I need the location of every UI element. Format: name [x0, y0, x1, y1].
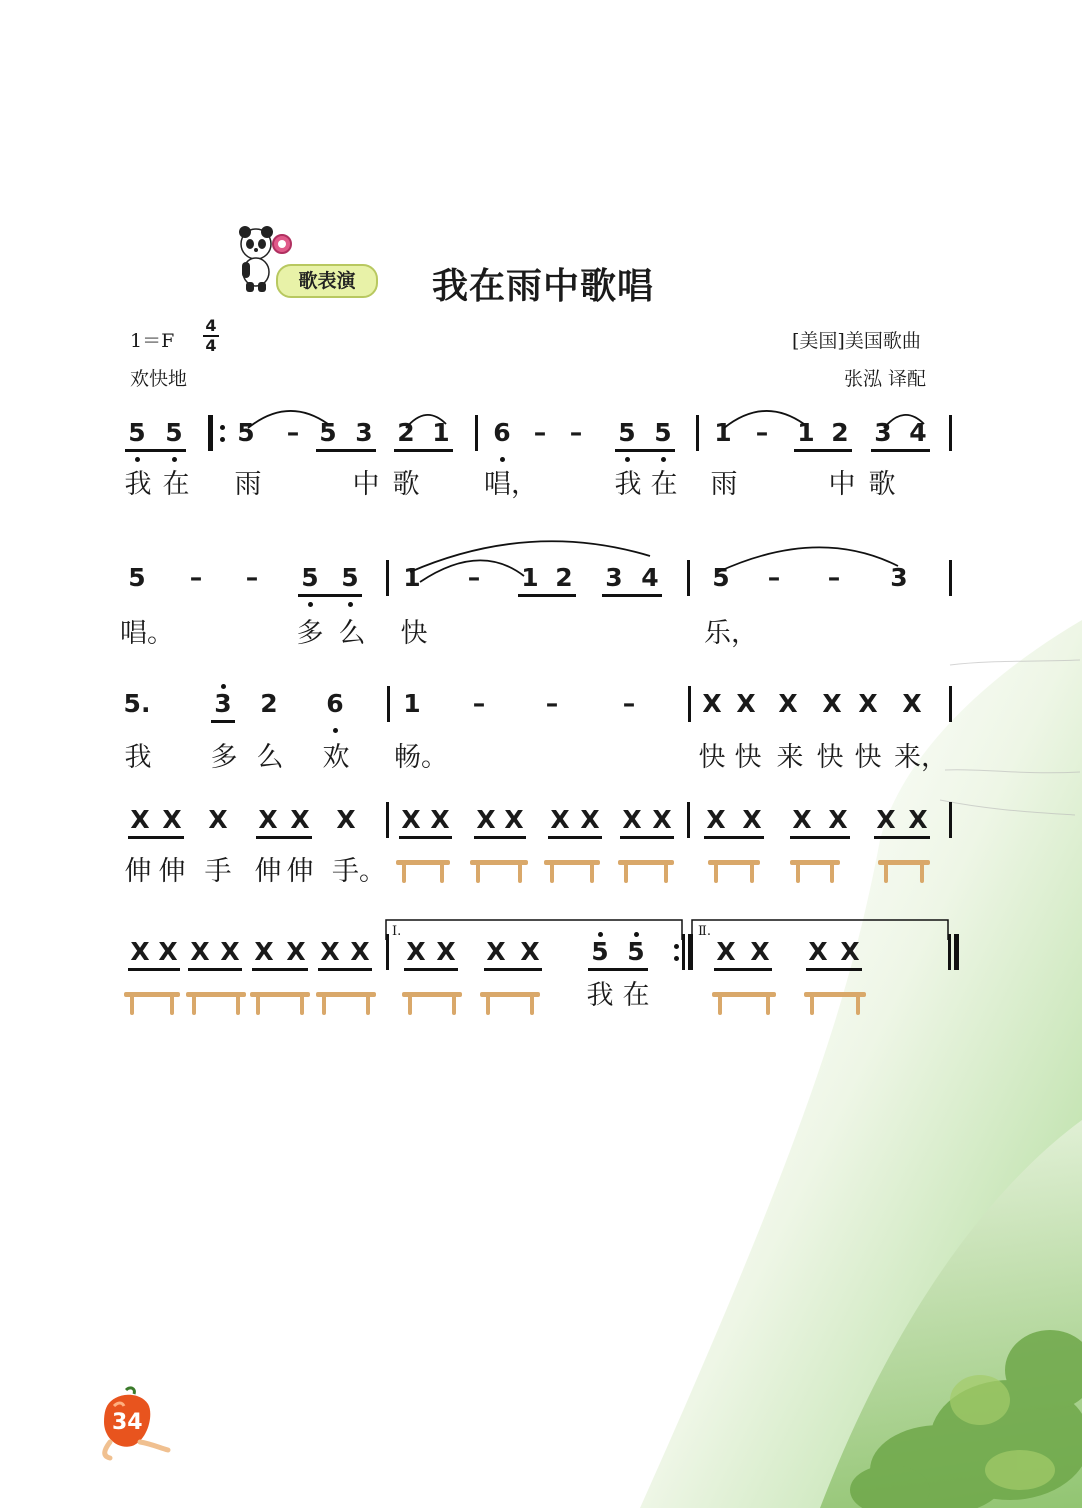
lyric-syllable: 伸	[158, 856, 186, 887]
score-note: –	[189, 563, 203, 592]
score-note: X	[220, 937, 240, 966]
score-note: X	[208, 805, 228, 834]
score-note: X	[258, 805, 278, 834]
score-note: X	[504, 805, 524, 834]
score-note: 2	[555, 563, 573, 592]
tempo-marking: 欢快地	[130, 368, 188, 390]
score-note: 5	[128, 418, 146, 447]
score-note: 5	[627, 937, 645, 966]
score-note: X	[130, 805, 150, 834]
score-note: X	[580, 805, 600, 834]
lyric-syllable: 在	[650, 469, 678, 500]
score-note: X	[792, 805, 812, 834]
score-note: X	[840, 937, 860, 966]
lyric-syllable: 伸	[124, 856, 152, 887]
score-note: 1	[432, 418, 450, 447]
score-note: 2	[397, 418, 415, 447]
lyric-syllable: 雨	[710, 469, 738, 500]
score-note: 4	[909, 418, 927, 447]
score-note: 1	[403, 689, 421, 718]
score-note: –	[767, 563, 781, 592]
score-note: X	[902, 689, 922, 718]
score-note: X	[130, 937, 150, 966]
score-note: 2	[260, 689, 278, 718]
score-note: 6	[493, 418, 511, 447]
score-note: –	[533, 418, 547, 447]
score-note: X	[520, 937, 540, 966]
lyric-syllable: 伸	[254, 856, 282, 887]
score-note: X	[401, 805, 421, 834]
score-note: 1	[797, 418, 815, 447]
score-note: X	[736, 689, 756, 718]
score-note: X	[706, 805, 726, 834]
lyric-syllable: 在	[162, 469, 190, 500]
lyric-syllable: 唱，	[484, 469, 538, 500]
score-note: X	[908, 805, 928, 834]
score-note: X	[162, 805, 182, 834]
score-note: X	[858, 689, 878, 718]
score-note: 3	[214, 689, 232, 718]
score-note: –	[472, 689, 486, 718]
arranger-credit: 张泓 译配	[844, 368, 927, 390]
score-note: 3	[890, 563, 908, 592]
score-note: 5	[319, 418, 337, 447]
score-note: 5	[654, 418, 672, 447]
score-note: 5.	[123, 689, 151, 718]
score-note: X	[828, 805, 848, 834]
score-note: X	[622, 805, 642, 834]
score-note: X	[652, 805, 672, 834]
score-note: X	[702, 689, 722, 718]
lyric-syllable: 么	[338, 618, 366, 649]
score-note: 5	[301, 563, 319, 592]
score-note: 5	[591, 937, 609, 966]
section-badge: 歌表演	[276, 264, 378, 298]
composer-credit: [美国]美国歌曲	[792, 330, 921, 352]
score-note: X	[350, 937, 370, 966]
lyric-syllable: 我	[614, 469, 642, 500]
score-note: X	[406, 937, 426, 966]
lyric-syllable: 么	[256, 742, 284, 773]
score-note: 3	[355, 418, 373, 447]
score-note: 5	[128, 563, 146, 592]
score-note: –	[245, 563, 259, 592]
score-note: 6	[326, 689, 344, 718]
score-note: X	[550, 805, 570, 834]
lyric-syllable: 歌	[868, 469, 896, 500]
score-note: X	[476, 805, 496, 834]
score-note: X	[778, 689, 798, 718]
score-note: –	[827, 563, 841, 592]
lyric-syllable: 中	[828, 469, 856, 500]
score-note: X	[716, 937, 736, 966]
score-note: X	[290, 805, 310, 834]
score-note: 1	[403, 563, 421, 592]
score-note: X	[436, 937, 456, 966]
score-note: X	[742, 805, 762, 834]
score-note: –	[286, 418, 300, 447]
lyric-syllable: 来，	[894, 742, 948, 773]
lyric-syllable: 在	[622, 980, 650, 1011]
score-note: X	[320, 937, 340, 966]
lyric-syllable: 快	[816, 742, 844, 773]
lyric-syllable: 手	[204, 856, 232, 887]
score-note: –	[569, 418, 583, 447]
lyric-syllable: 快	[400, 618, 428, 649]
score-note: 4	[641, 563, 659, 592]
score-note: X	[254, 937, 274, 966]
score-note: X	[808, 937, 828, 966]
score-note: X	[822, 689, 842, 718]
lyric-syllable: 快	[854, 742, 882, 773]
score-note: –	[755, 418, 769, 447]
score-note: 3	[605, 563, 623, 592]
lyric-syllable: 多	[210, 742, 238, 773]
song-title: 我在雨中歌唱	[432, 266, 655, 307]
lyric-syllable: 我	[586, 980, 614, 1011]
lyric-syllable: 快	[734, 742, 762, 773]
lyric-syllable: 雨	[234, 469, 262, 500]
score-note: 5	[712, 563, 730, 592]
volta-1-label: Ⅰ.	[392, 924, 402, 939]
score-note: 5	[165, 418, 183, 447]
lyric-syllable: 多	[296, 618, 324, 649]
time-signature-top: 4	[205, 316, 217, 335]
score-note: X	[486, 937, 506, 966]
lyric-syllable: 伸	[286, 856, 314, 887]
score-note: 1	[714, 418, 732, 447]
lyric-syllable: 我	[124, 742, 152, 773]
score-note: X	[750, 937, 770, 966]
lyric-syllable: 欢	[322, 742, 350, 773]
page-number: 34	[112, 1410, 143, 1435]
lyric-syllable: 歌	[392, 469, 420, 500]
score-note: X	[190, 937, 210, 966]
score-note: –	[545, 689, 559, 718]
time-signature-bottom: 4	[205, 336, 217, 355]
score-note: X	[336, 805, 356, 834]
score-note: 1	[521, 563, 539, 592]
score-note: X	[158, 937, 178, 966]
score-note: 5	[618, 418, 636, 447]
score-note: 2	[831, 418, 849, 447]
score-note: 5	[237, 418, 255, 447]
lyric-syllable: 畅。	[394, 742, 448, 773]
lyric-syllable: 乐，	[704, 618, 758, 649]
score-note: X	[286, 937, 306, 966]
score-note: –	[467, 563, 481, 592]
score-note: X	[876, 805, 896, 834]
score-note: –	[622, 689, 636, 718]
score-note: 3	[874, 418, 892, 447]
lyric-syllable: 来	[776, 742, 804, 773]
score-note: 5	[341, 563, 359, 592]
lyric-syllable: 中	[352, 469, 380, 500]
lyric-syllable: 唱。	[120, 618, 174, 649]
score-note: X	[430, 805, 450, 834]
key-signature: 1＝F	[130, 330, 175, 352]
lyric-syllable: 快	[698, 742, 726, 773]
volta-2-label: Ⅱ.	[698, 924, 711, 939]
lyric-syllable: 我	[124, 469, 152, 500]
lyric-syllable: 手。	[332, 856, 386, 887]
